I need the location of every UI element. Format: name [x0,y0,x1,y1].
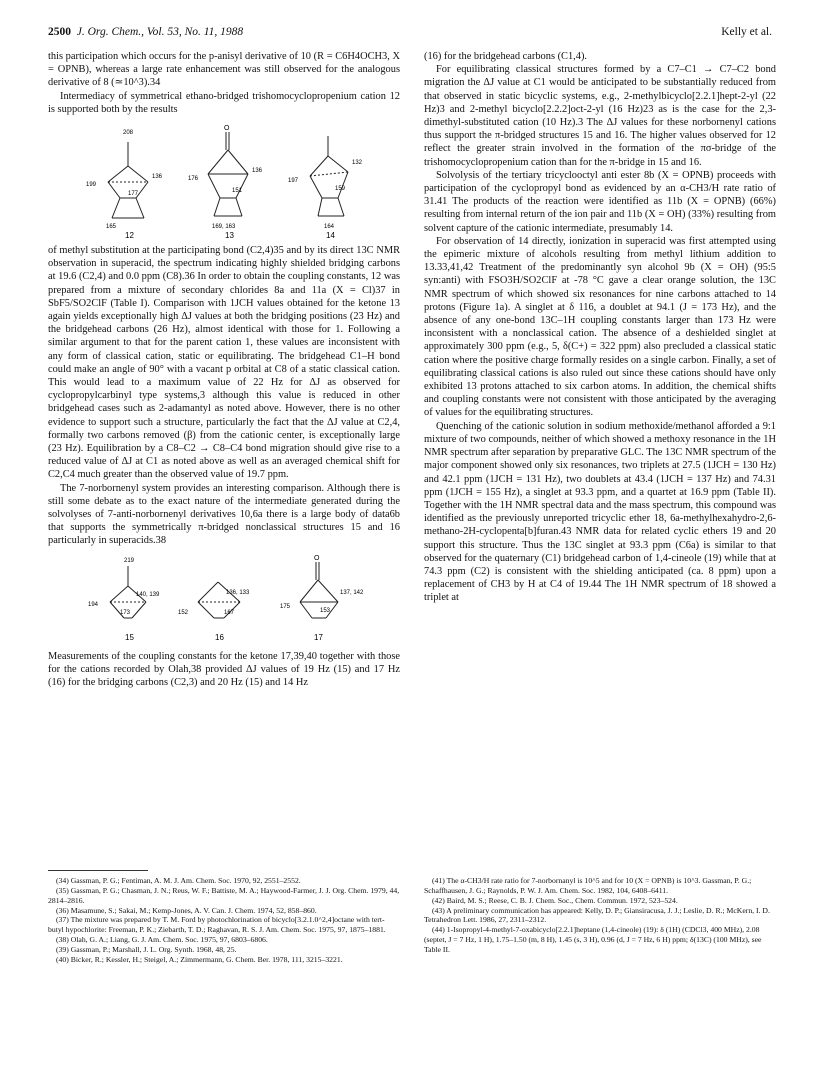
footnote: (36) Masamune, S.; Sakai, M.; Kemp-Jones, A. V. Can. J. Chem. 1974, 52, 858–860. [56,905,317,915]
footnotes-right [424,876,776,955]
shift-label: 175 [280,603,291,610]
paragraph: Quenching of the cationic solution in sodium methoxide/methanol afforded a 9:1 mixture of two compounds, neither of which showed a methoxy resonance in the 1H NMR spectrum after separation by preparative GLC. The 13C NMR spectrum of the major component showed only six resonances, two triplets at 27.5 (1JCH = 130 Hz) and 42.1 ppm (1JCH = 131 Hz), two doublets at 43.4 (1JCH = 137 Hz) and 74.31 ppm (1JCH = 155 Hz), a singlet at 93.3 ppm, and a quartet at 16.9 ppm (Table II). Together with the 1H NMR spectral data and the mass spectrum, this compound was identified as the previously unreported tricyclic ether 18, 6a-methylhexahydro-2,6-methano-2H-cyclopenta[b]furan.43 NMR data for related cyclic ethers 19 and 20 support this structure. Thus the 13C singlet at 93.3 ppm (C6a) is similar to that observed for the quaternary (C1) bridgehead carbon of 1,4-cineole (19) while that at 74.3 ppm (C2) is consistent with the shielding anticipated (ca. 8 ppm) upon a replacement of CH3 by H at C4 of 19.44 The 1H NMR spectrum of 18 showed a triplet at [424,420,776,604]
bond [310,172,348,176]
shift-label: 176 [188,176,199,183]
shift-label: 136 [152,174,163,181]
shift-label: 169, 163 [212,224,236,231]
paragraph: Solvolysis of the tertiary tricyclooctyl anti ester 8b (X = OPNB) proceeds with participation of the cyclopropyl bond as evidenced by an α-CH3/H rate ratio of 31.41 The products of the reaction were identified as 11b (X = OPNB) (66%) resulting from internal return of the ion pair and 11b (X = OH) (33%) resulting from solvent capture of the cationic intermediate, presumably 14. [424,169,776,234]
footnote: (34) Gassman, P. G.; Fentiman, A. M. J. Am. Chem. Soc. 1970, 92, 2551–2552. [56,876,301,885]
paragraph: (16) for the bridgehead carbons (C1,4). [424,51,588,62]
compound-number: 15 [125,632,134,642]
atom-label: O [314,554,320,562]
shift-label: 164 [324,224,335,231]
footnote: (35) Gassman, P. G.; Chasman, J. N.; Reus, W. F.; Battiste, M. A.; Haywood-Farmer, J. J. Org. Chem. 1979, 44, 2814–2816. [48,885,400,905]
shift-label: 136, 133 [226,589,250,596]
bond [338,172,348,198]
page-header [48,26,772,42]
shift-label: 167 [224,609,235,616]
bond [132,602,146,618]
bond [198,602,214,618]
bond [198,582,218,602]
bond [338,198,344,216]
shift-label: 151 [232,188,243,195]
paragraph: Measurements of the coupling constants for the ketone 17,39,40 together with those for the cations recorded by Olah,38 provided ΔJ values of 19 Hz (15) and 17 Hz (16) for the bridging carbons (C2,3) and 20 Hz (15) and 14 Hz [48,650,400,689]
right-column [424,50,776,605]
bond [300,580,318,602]
shift-label: 199 [86,182,97,189]
bond [208,150,228,174]
bond [108,182,120,198]
shift-label: 177 [128,191,139,198]
footnote: (37) The mixture was prepared by T. M. Ford by photochlorination of bicyclo[3.2.1.0^2,4]octane with tert-butyl hypochlorite: Freeman, P. K.; Ziebarth, T. D.; Raghavan, R. S. J. Am. Chem. Soc. 1975, 97, 1875–1881. [48,915,386,935]
bond [128,166,148,182]
footnote: (43) A preliminary communication has appeared: Kelly, D. P.; Giansiracusa, J. J.; Leslie, D. R.; McKern, I. D. Tetrahedron Lett. 1986, 27, 2311–2312. [424,905,770,925]
structure-12 [108,142,148,218]
shift-label: 136 [252,168,263,175]
shift-label: 219 [124,557,135,564]
journal-citation: J. Org. Chem., Vol. 53, No. 11, 1988 [76,26,244,38]
bond [310,176,322,198]
paragraph: Intermediacy of symmetrical ethano-bridged trishomocyclopropenium cation 12 is supported both by the results [48,90,400,115]
structure-17 [300,562,338,618]
bond [318,580,338,602]
shift-label: 153 [320,607,331,614]
bond [236,198,242,216]
structure-row-12-13-14 [48,120,400,238]
structure-14 [310,136,348,216]
bond [318,198,322,216]
left-column [48,50,400,689]
compound-number: 17 [314,632,323,642]
footnotes-left [48,876,400,965]
footnote: (38) Olah, G. A.; Liang, G. J. Am. Chem. Soc. 1975, 97, 6803–6806. [56,935,268,945]
shift-label: 132 [352,160,363,167]
shift-label: 194 [88,601,99,608]
shift-label: 140, 139 [136,591,160,598]
paragraph: For equilibrating classical structures formed by a C7–C1 → C7–C2 bond migration the ΔJ value at C1 would be anticipated to be substantially reduced from that observed in static bicyclic systems, e.g., 2-methylbicyclo[2.2.1]hept-2-yl (22 Hz)3 and 2-methyl bicyclo[2.2.2]oct-2-yl (16 Hz)23 as is the case for the 2,3-dimethyl-substituted cation (10 Hz).3 The ΔJ values for these norbornenyl cations thus support the π-bridged structures 15 and 16. The higher values observed for 12 reflect the greater strain involved in the formation of the πσ-bridge of the trishomocyclopropenium cation than for the π-bridge in 15 and 16. [424,64,776,168]
shift-label: 197 [288,178,299,185]
bond [310,156,328,176]
bond [110,586,128,602]
paragraph: of methyl substitution at the participating bond (C2,4)35 and by its direct 13C NMR observation in superacid, the spectrum indicating highly shielded bridging carbons at 19.6 (C2,4) and 0.0 ppm (C8).36 In order to obtain the coupling constants, 12 was prepared from a mixture of secondary chlorides 8a and 11a (X = Cl)37 in SbF5/SO2ClF (Table I). Comparison with 1JCH values obtained for the ketone 13 again yields exceptionally high ΔJ values at both the bridging positions (23 Hz) and the bridgehead carbons (26 Hz), almost identical with those for 1. Following a similar argument to that for the parent cation 1, these values are inconsistent with any form of classical cation, static or equilibrating. The bridgehead C1–H bond could make an angle of 90° with a vacant p orbital at C8 of a static classical cation. This would lead to a maximum value of 22 Hz for ΔJ as observed for cyclopropylcarbinyl type systems,3 although this value is reduced in other bridgehead cases such as 2-adamantyl as noted above. However, there is no other evidence to support such a structure, particularly the fact that the ΔJ value at C2,4, formally two carbons removed (β) from the cationic center, is exceptionally large (23 Hz). Equilibration by a C8–C2 → C8–C4 bond migration should give rise to a reduced value of ΔJ at C1 as noted above as well as an averaged chemical shift for C2,C4 much greater than the observed value of 19.7 ppm. [48,245,400,481]
structure-13 [208,132,248,216]
structure-figure-12-14 [48,120,400,238]
shift-label: 173 [120,609,131,616]
bond [136,198,144,218]
bond [328,156,348,172]
footnote: (41) The α-CH3/H rate ratio for 7-norbornanyl is 10^5 and for 10 (X = OPNB) is 10^3. Gassman, P. G.; Schaffhausen, J. G.; Raynolds, P. W. J. Am. Chem. Soc. 1982, 104, 6408–6411. [424,876,752,895]
page-number: 2500 [48,26,71,38]
footnote: (44) 1-Isopropyl-4-methyl-7-oxabicyclo[2.2.1]heptane (1,4-cineole) (19): δ (1H) (CDCl3, 400 MHz), 2.08 (septet, J = 7 Hz, 1 H), 1.75–1.50 (m, 8 H), 1.45 (s, 3 H), 0.96 (d, J = 7 Hz, 6 H) ppm; δ(13C) (100 MHz), see Table II. [424,925,762,955]
shift-label: 152 [178,609,189,616]
running-head-left [48,26,243,38]
bond [214,198,220,216]
paragraph: this participation which occurs for the p-anisyl derivative of 10 (R = C6H4OCH3, X = OPNB), whereas a large rate enhancement was still observed for the analogous derivative of 8 (≃10^3).34 [48,51,400,89]
paragraph: For observation of 14 directly, ionization in superacid was first attempted using the epimeric mixture of alcohols resulting from methyl lithium addition to 13.33,41,42 Treatment of the predominantly syn alcohol 9b (X = OH) (95:5 syn:anti) with FSO3H/SO2ClF at -78 °C gave a clear orange solution, the 13C NMR spectrum of which showed six resonances for nine carbons attached to 14 protons (Figure 1a). A singlet at δ 116, a doublet at 94.1 (J = 173 Hz), and the absence of any one-bond 13C–1H coupling constants larger than 173 Hz were inconsistent with a nonclassical cation. The absence of a deshielded singlet at approximately 300 ppm (e.g., 5, δ(C+) = 322 ppm) also precluded a classical static cation where the positive charge formally resides on a single carbon. Finally, a set of equilibrating classical cations is also ruled out since these cations should have only exhibited 13 protons attached to six carbon atoms. In addition, the chemical shifts and coupling constants were not consistent with those anticipated by the averaging of values for the equilibrating structures. [424,235,776,419]
bond [300,602,312,618]
bond [108,166,128,182]
structure-row-15-16-17 [48,552,400,644]
bond [228,150,248,174]
footnote: (40) Bicker, R.; Kessler, H.; Steigel, A.; Zimmermann, G. Chem. Ber. 1978, 111, 3215–3221. [56,954,343,964]
bond [112,198,120,218]
shift-label: 165 [106,224,117,231]
footnote: (39) Gassman, P.; Marshall, J. L. Org. Synth. 1968, 48, 25. [56,945,237,955]
footnote-rule [48,870,148,871]
paragraph: The 7-norbornenyl system provides an interesting comparison. Although there is still some debate as to the exact nature of the intermediate generated during the solvolyses of 7-anti-norbornenyl derivatives 10,6a there is a large body of data6b that supports the symmetrically π-bridged nonclassical structures 15 and 16 particularly in superacids.38 [48,482,400,547]
compound-number: 13 [225,231,234,239]
compound-number: 16 [215,632,224,642]
shift-label: 137, 142 [340,589,364,596]
atom-label: O [224,125,230,133]
structure-figure-15-17 [48,552,400,644]
bond [208,174,220,198]
shift-label: 208 [123,130,134,137]
running-head-authors: Kelly et al. [721,26,772,38]
footnote: (42) Baird, M. S.; Reese, C. B. J. Chem. Soc., Chem. Commun. 1972, 523–524. [432,895,678,905]
compound-number: 12 [125,231,134,239]
compound-number: 14 [326,231,335,239]
shift-label: 159 [335,186,346,193]
bond [236,174,248,198]
